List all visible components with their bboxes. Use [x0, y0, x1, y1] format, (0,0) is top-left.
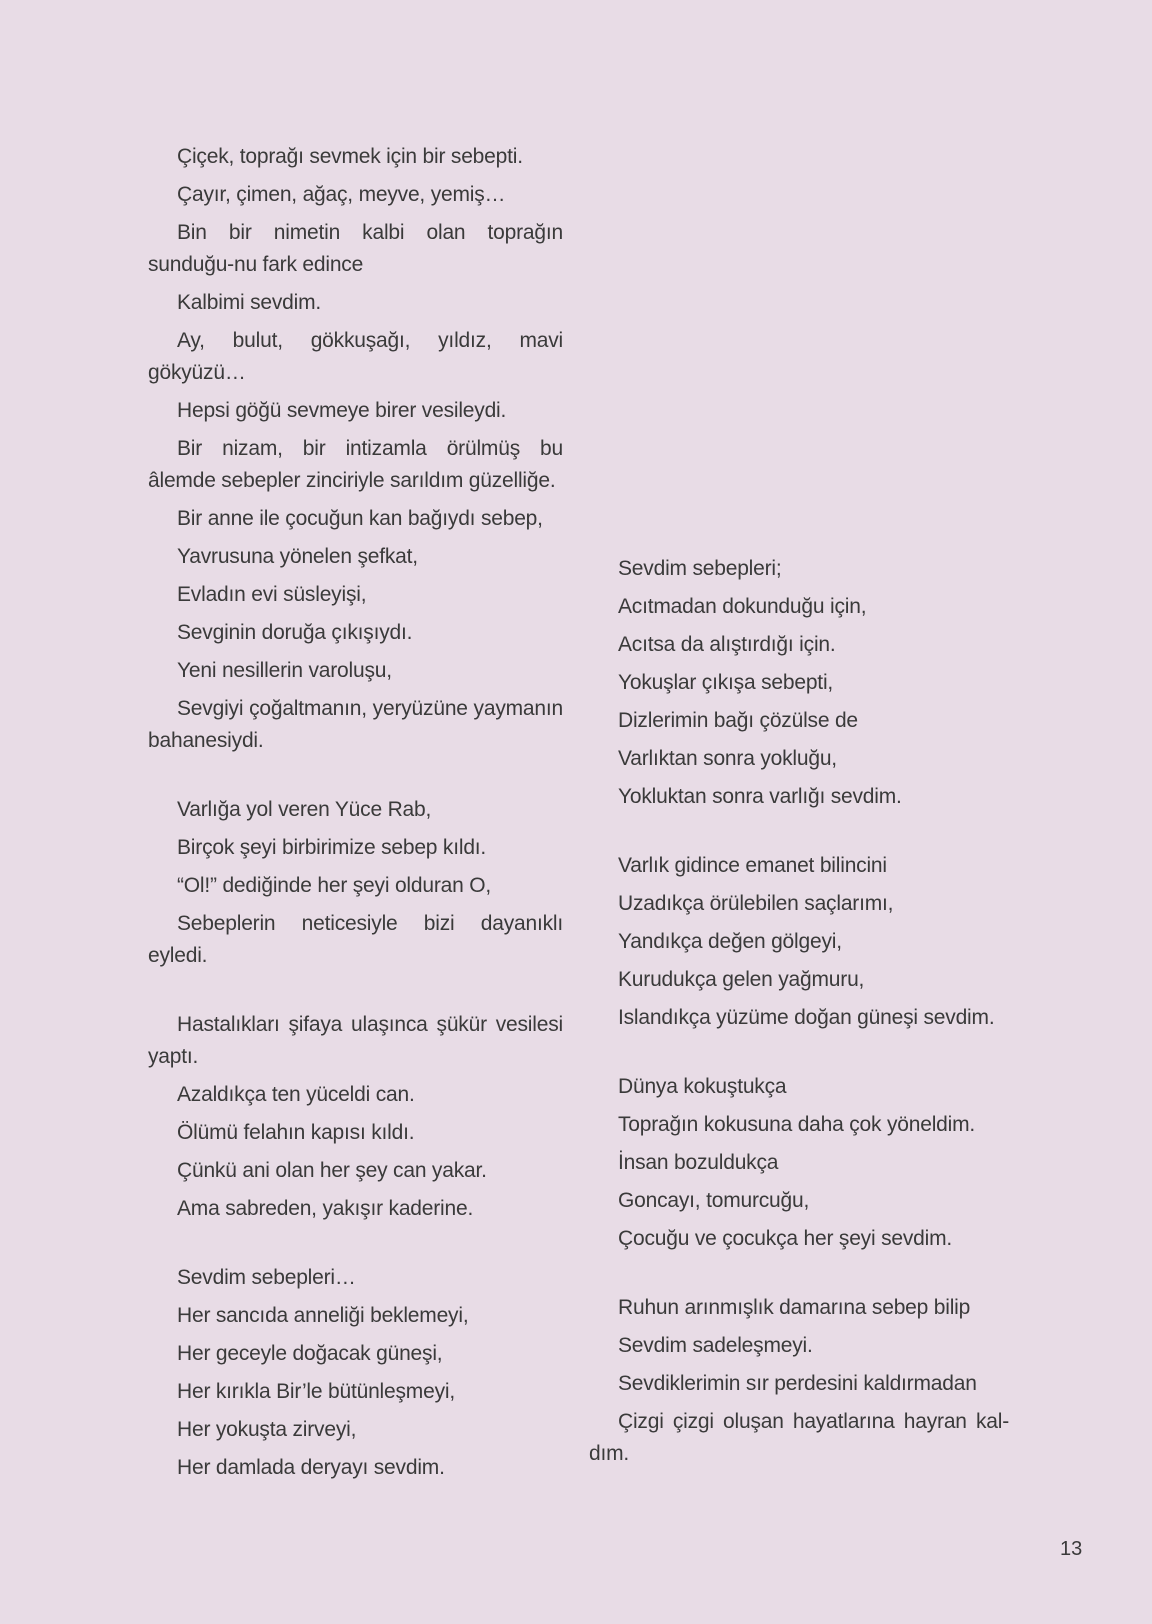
poem-line: Evladın evi süsleyişi, [177, 583, 367, 606]
poem-line: Sevdim sebepleri; [618, 557, 782, 580]
poem-line: Her geceyle doğacak güneşi, [177, 1342, 443, 1365]
poem-line: İnsan bozuldukça [618, 1151, 779, 1174]
poem-line: Hepsi göğü sevmeye birer vesileydi. [177, 399, 507, 422]
poem-line: Acıtmadan dokunduğu için, [618, 595, 867, 618]
poem-line: Yokluktan sonra varlığı sevdim. [618, 785, 902, 808]
poem-line: Sevdim sadeleşmeyi. [618, 1334, 813, 1357]
poem-column-left [148, 141, 563, 1490]
page-number: 13 [1060, 1538, 1083, 1560]
poem-line: Çocuğu ve çocukça her şeyi sevdim. [618, 1227, 953, 1250]
poem-line: Ölümü felahın kapısı kıldı. [177, 1121, 415, 1144]
poem-line: Varlığa yol veren Yüce Rab, [177, 798, 432, 821]
poem-line: Sevdiklerimin sır perdesini kaldırmadan [618, 1372, 977, 1395]
poem-line: Kalbimi sevdim. [177, 291, 322, 314]
poem-line: Yokuşlar çıkışa sebepti, [618, 671, 834, 694]
poem-line: Çünkü ani olan her şey can yakar. [177, 1159, 487, 1182]
poem-column-right [589, 553, 1009, 1476]
poem-line: Çizgi çizgi oluşan hayatlarına hayran kal-dım. [589, 1410, 1009, 1465]
poem-line: Hastalıkları şifaya ulaşınca şükür vesilesi yaptı. [148, 1013, 563, 1068]
poem-line: Ay, bulut, gökkuşağı, yıldız, mavi gökyüzü… [148, 329, 563, 384]
poem-line: Islandıkça yüzüme doğan güneşi sevdim. [618, 1006, 995, 1029]
poem-line: Çiçek, toprağı sevmek için bir sebepti. [177, 145, 523, 168]
poem-line: Birçok şeyi birbirimize sebep kıldı. [177, 836, 487, 859]
poem-line: Varlıktan sonra yokluğu, [618, 747, 837, 770]
poem-line: Bir anne ile çocuğun kan bağıydı sebep, [177, 507, 543, 530]
poem-line: Sevginin doruğa çıkışıydı. [177, 621, 413, 644]
poem-line: Varlık gidince emanet bilincini [618, 854, 887, 877]
poem-line: Azaldıkça ten yüceldi can. [177, 1083, 415, 1106]
poem-line: Uzadıkça örülebilen saçlarımı, [618, 892, 894, 915]
poem-line: Her sancıda anneliği beklemeyi, [177, 1304, 469, 1327]
poem-line: Toprağın kokusuna daha çok yöneldim. [618, 1113, 976, 1136]
poem-line: Kurudukça gelen yağmuru, [618, 968, 865, 991]
poem-line: Yavrusuna yönelen şefkat, [177, 545, 418, 568]
poem-line: Dizlerimin bağı çözülse de [618, 709, 858, 732]
poem-line: Ruhun arınmışlık damarına sebep bilip [618, 1296, 971, 1319]
poem-line: Her yokuşta zirveyi, [177, 1418, 357, 1441]
poem-line: Çayır, çimen, ağaç, meyve, yemiş… [177, 183, 506, 206]
poem-line: Sevgiyi çoğaltmanın, yeryüzüne yaymanın bahanesiydi. [148, 697, 563, 752]
poem-line: Her damlada deryayı sevdim. [177, 1456, 445, 1479]
poem-line: Yeni nesillerin varoluşu, [177, 659, 392, 682]
poem-line: Goncayı, tomurcuğu, [618, 1189, 810, 1212]
poem-line: Acıtsa da alıştırdığı için. [618, 633, 836, 656]
poem-line: “Ol!” dediğinde her şeyi olduran O, [177, 874, 491, 897]
poem-line: Ama sabreden, yakışır kaderine. [177, 1197, 474, 1220]
poem-line: Dünya kokuştukça [618, 1075, 787, 1098]
poem-line: Her kırıkla Bir’le bütünleşmeyi, [177, 1380, 455, 1403]
poem-line: Bin bir nimetin kalbi olan toprağın sunduğu-nu fark edince [148, 221, 563, 276]
poem-line: Sebeplerin neticesiyle bizi dayanıklı eyledi. [148, 912, 563, 967]
poem-line: Yandıkça değen gölgeyi, [618, 930, 842, 953]
poem-line: Bir nizam, bir intizamla örülmüş bu âlemde sebepler zinciriyle sarıldım güzelliğe. [148, 437, 563, 492]
poem-line: Sevdim sebepleri… [177, 1266, 356, 1289]
